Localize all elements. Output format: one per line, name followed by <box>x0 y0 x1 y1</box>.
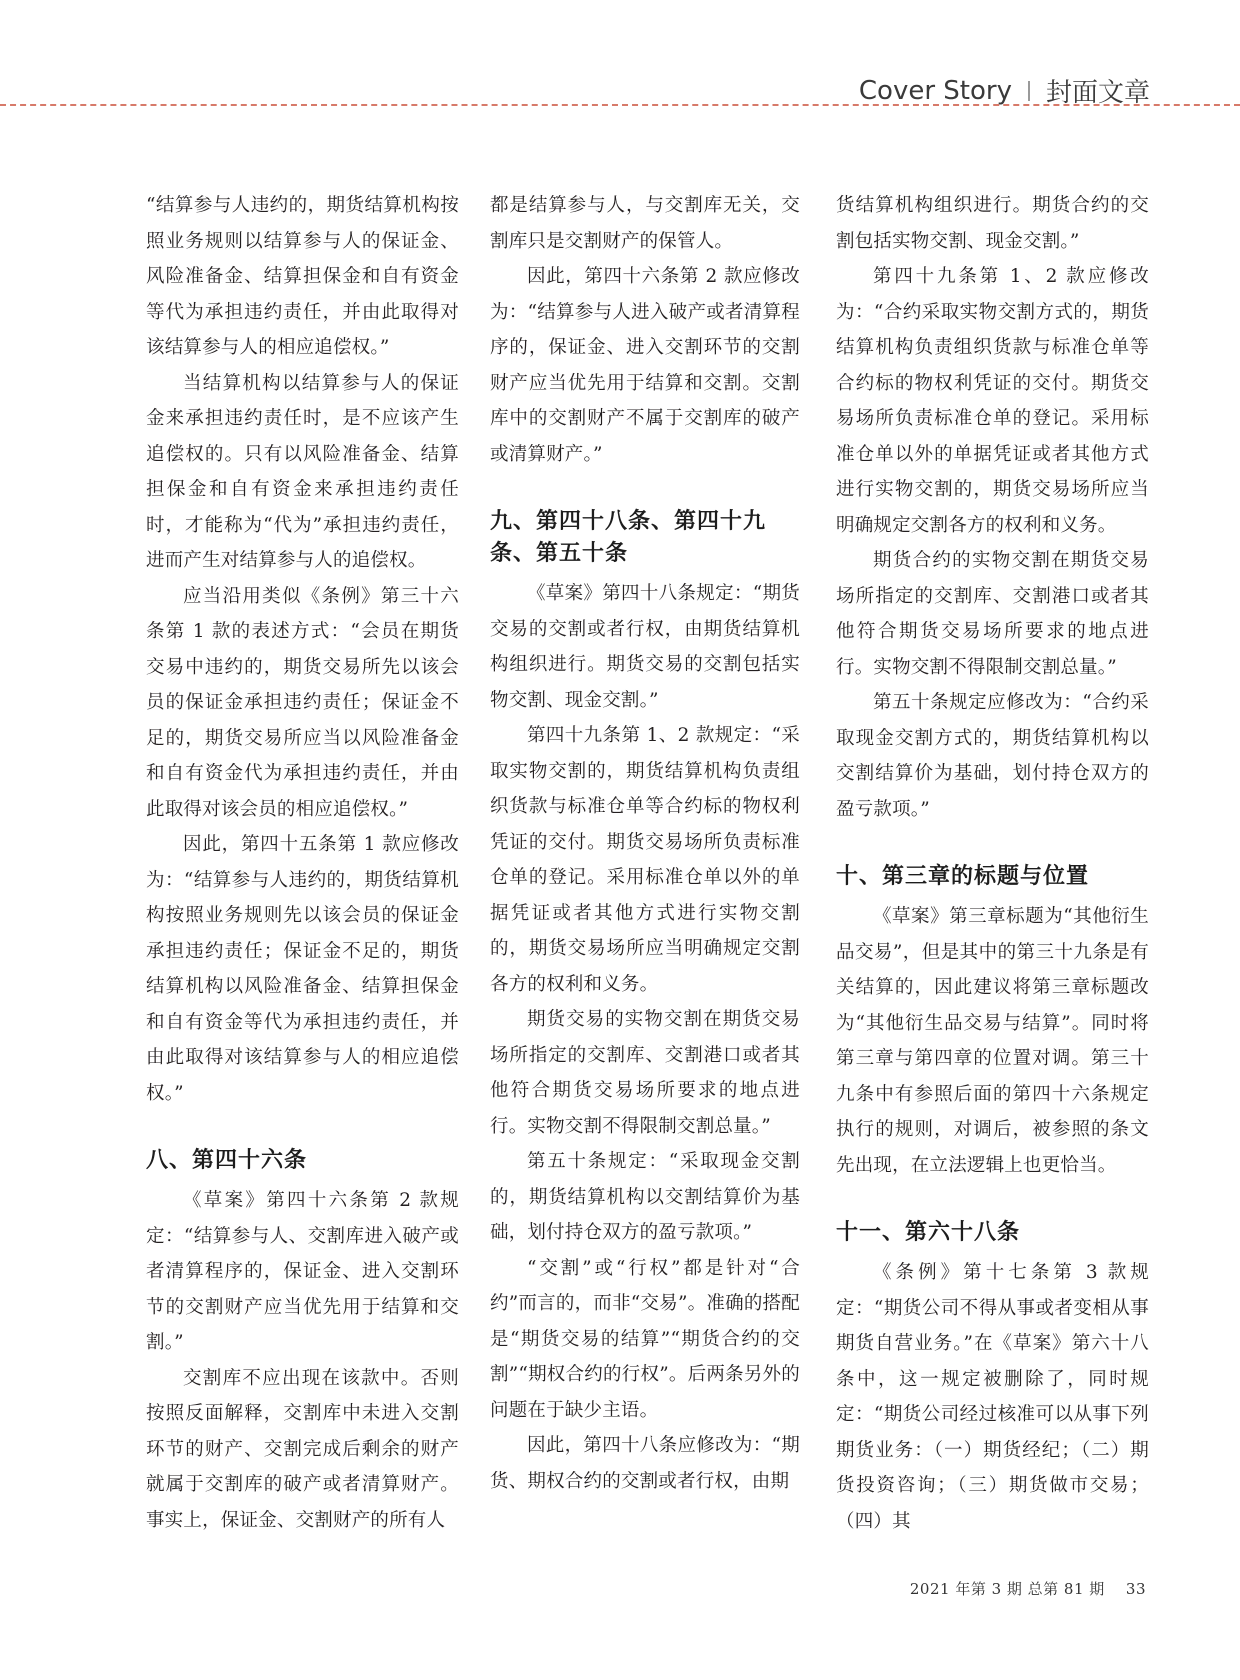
section-heading: 十、第三章的标题与位置 <box>836 864 1090 889</box>
page-footer <box>910 1578 1146 1599</box>
header-divider <box>1028 81 1030 101</box>
section-title-en: Cover Story <box>858 75 1012 106</box>
body-paragraph: 货结算机构组织进行。期货合约的交割包括实物交割、现金交割。” <box>836 195 1149 252</box>
page-number: 33 <box>1125 1580 1146 1598</box>
body-paragraph: 第五十条规定：“采取现金交割的，期货结算机构以交割结算价为基础，划付持仓双方的盈亏款项。” <box>490 1151 800 1243</box>
header-dashed-rule <box>0 104 1240 106</box>
body-paragraph: 因此，第四十六条第 2 款应修改为：“结算参与人进入破产或者清算程序的，保证金、进入交割环节的交割财产应当优先用于结算和交割。交割库中的交割财产不属于交割库的破产或清算财产。” <box>490 266 800 465</box>
body-paragraph: 因此，第四十五条第 1 款应修改为：“结算参与人违约的，期货结算机构按照业务规则先以该会员的保证金承担违约责任；保证金不足的，期货结算机构以风险准备金、结算担保金和自有资金等代为承担违约责任，并由此取得对该结算参与人的相应追偿权。” <box>146 834 459 1104</box>
body-paragraph: 《草案》第四十六条第 2 款规定：“结算参与人、交割库进入破产或者清算程序的，保证金、进入交割环节的交割财产应当优先用于结算和交割。” <box>146 1190 459 1353</box>
body-paragraph: 当结算机构以结算参与人的保证金来承担违约责任时，是不应该产生追偿权的。只有以风险准备金、结算担保金和自有资金来承担违约责任时，才能称为“代为”承担违约责任，进而产生对结算参与人的追偿权。 <box>146 372 459 571</box>
body-paragraph: 应当沿用类似《条例》第三十六条第 1 款的表述方式：“会员在期货交易中违约的，期货交易所先以该会员的保证金承担违约责任；保证金不足的，期货交易所应当以风险准备金和自有资金代为承担违约责任，并由此取得对该会员的相应追偿权。” <box>146 585 459 820</box>
section-heading: 十一、第六十八条 <box>836 1220 1021 1245</box>
section-title-cn: 封面文章 <box>1045 78 1150 108</box>
body-paragraph: 《草案》第三章标题为“其他衍生品交易”，但是其中的第三十九条是有关结算的，因此建议将第三章标题改为“其他衍生品交易与结算”。同时将第三章与第四章的位置对调。第三十九条中有参照后面的第四十六条规定执行的规则，对调后，被参照的条文先出现，在立法逻辑上也更恰当。 <box>836 906 1149 1176</box>
body-paragraph: “交割”或“行权”都是针对“合约”而言的，而非“交易”。准确的搭配是“期货交易的结算”“期货合约的交割”“期权合约的行权”。后两条另外的问题在于缺少主语。 <box>490 1257 800 1421</box>
body-paragraph: 《条例》第十七条第 3 款规定：“期货公司不得从事或者变相从事期货自营业务。”在《草案》第六十八条中，这一规定被删除了，同时规定：“期货公司经过核准可以从事下列期货业务：（一）期货经纪；（二）期货投资咨询；（三）期货做市交易；（四）其 <box>836 1262 1149 1532</box>
body-paragraph: 《草案》第四十八条规定：“期货交易的交割或者行权，由期货结算机构组织进行。期货交易的交割包括实物交割、现金交割。” <box>490 583 800 711</box>
section-heading: 八、第四十六条 <box>146 1148 308 1173</box>
issue-info: 2021 年第 3 期 总第 81 期 <box>909 1580 1105 1598</box>
text-column-2 <box>490 188 800 1499</box>
section-heading: 九、第四十八条、第四十九条、第五十条 <box>490 509 767 566</box>
body-paragraph: 期货合约的实物交割在期货交易场所指定的交割库、交割港口或者其他符合期货交易场所要求的地点进行。实物交割不得限制交割总量。” <box>836 550 1149 678</box>
body-paragraph: 因此，第四十八条应修改为：“期货、期权合约的交割或者行权，由期 <box>490 1435 800 1492</box>
body-paragraph: “结算参与人违约的，期货结算机构按照业务规则以结算参与人的保证金、风险准备金、结算担保金和自有资金等代为承担违约责任，并由此取得对该结算参与人的相应追偿权。” <box>146 195 459 358</box>
body-paragraph: 交割库不应出现在该款中。否则按照反面解释，交割库中未进入交割环节的财产、交割完成后剩余的财产就属于交割库的破产或者清算财产。事实上，保证金、交割财产的所有人 <box>146 1367 459 1531</box>
body-paragraph: 第四十九条第 1、2 款规定：“采取实物交割的，期货结算机构负责组织货款与标准仓单等合约标的物权利凭证的交付。期货交易场所负责标准仓单的登记。采用标准仓单以外的单据凭证或者其他方式进行实物交割的，期货交易场所应当明确规定交割各方的权利和义务。 <box>490 725 800 995</box>
body-paragraph: 第五十条规定应修改为：“合约采取现金交割方式的，期货结算机构以交割结算价为基础，划付持仓双方的盈亏款项。” <box>836 692 1149 820</box>
body-paragraph: 都是结算参与人，与交割库无关，交割库只是交割财产的保管人。 <box>490 195 800 252</box>
text-column-1 <box>146 188 459 1538</box>
body-paragraph: 第四十九条第 1、2 款应修改为：“合约采取实物交割方式的，期货结算机构负责组织货款与标准仓单等合约标的物权利凭证的交付。期货交易场所负责标准仓单的登记。采用标准仓单以外的单据凭证或者其他方式进行实物交割的，期货交易场所应当明确规定交割各方的权利和义务。 <box>836 266 1149 536</box>
body-paragraph: 期货交易的实物交割在期货交易场所指定的交割库、交割港口或者其他符合期货交易场所要求的地点进行。实物交割不得限制交割总量。” <box>490 1009 800 1137</box>
text-column-3 <box>836 188 1149 1539</box>
